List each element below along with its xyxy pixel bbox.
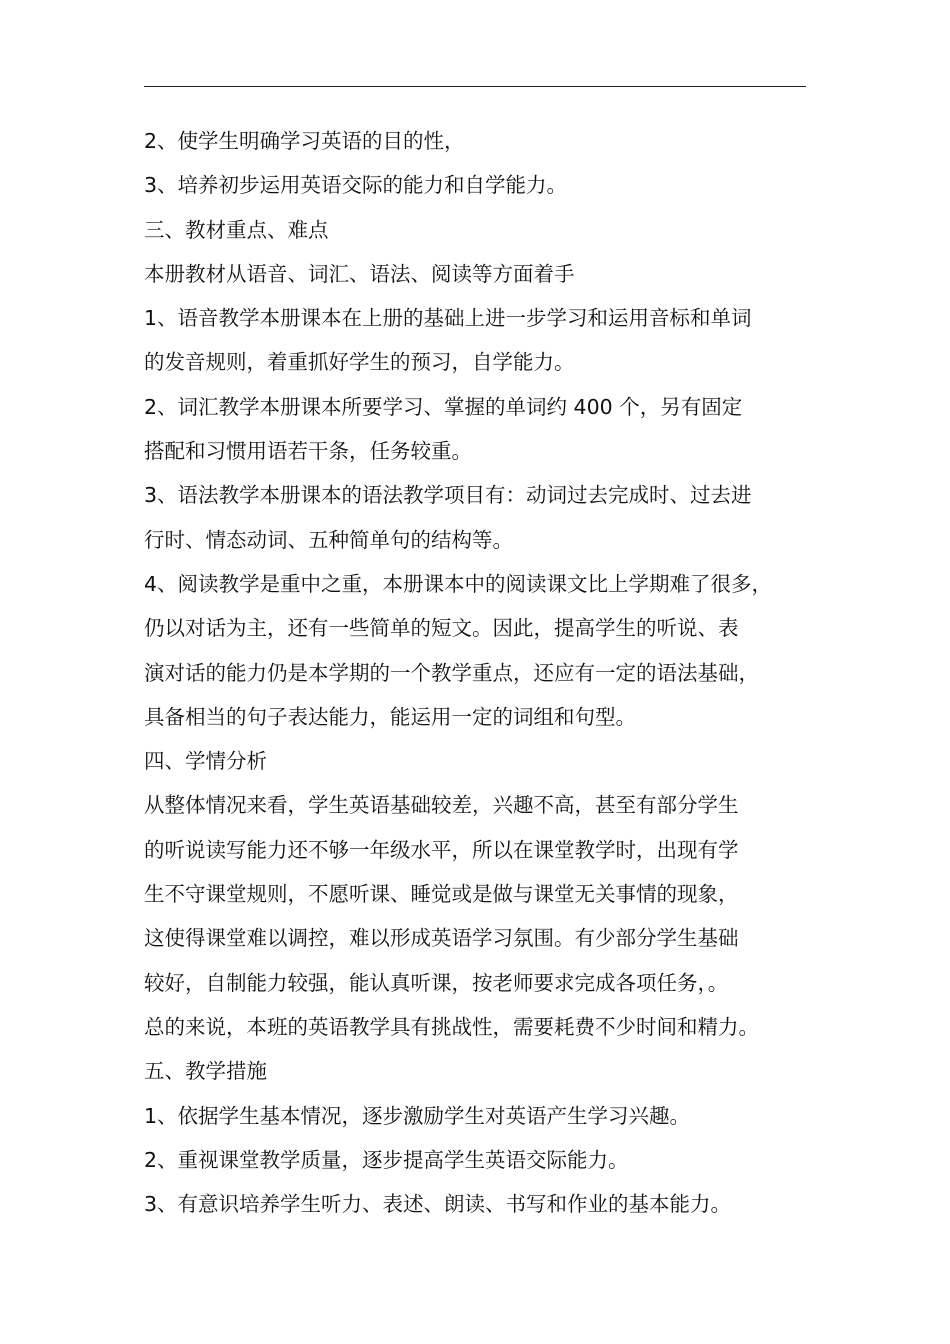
- section-heading: 五、教学措施: [144, 1059, 267, 1084]
- section-heading: 三、教材重点、难点: [144, 217, 329, 242]
- text-line: 的听说读写能力还不够一年级水平，所以在课堂教学时，出现有学: [144, 837, 739, 862]
- text-line: 演对话的能力仍是本学期的一个教学重点，还应有一定的语法基础，: [144, 660, 759, 685]
- text-line: 1、语音教学本册课本在上册的基础上进一步学习和运用音标和单词: [144, 306, 752, 331]
- text-line: 生不守课堂规则，不愿听课、睡觉或是做与课堂无关事情的现象，: [144, 882, 739, 907]
- text-line: 2、使学生明确学习英语的目的性，: [144, 129, 465, 153]
- text-line: 3、培养初步运用英语交际的能力和自学能力。: [144, 173, 568, 198]
- text-line: 2、重视课堂教学质量，逐步提高学生英语交际能力。: [144, 1147, 629, 1172]
- text-line: 2、词汇教学本册课本所要学习、掌握的单词约 400 个，另有固定: [144, 394, 743, 419]
- header-rule: [144, 86, 806, 87]
- text-line: 3、有意识培养学生听力、表述、朗读、书写和作业的基本能力。: [144, 1192, 732, 1217]
- text-line: 3、语法教学本册课本的语法教学项目有：动词过去完成时、过去进: [144, 483, 752, 508]
- text-line: 具备相当的句子表达能力，能运用一定的词组和句型。: [144, 704, 636, 729]
- text-line: 搭配和习惯用语若干条，任务较重。: [144, 439, 472, 464]
- text-line: 行时、情态动词、五种简单句的结构等。: [144, 527, 513, 552]
- text-line: 这使得课堂难以调控，难以形成英语学习氛围。有少部分学生基础: [144, 926, 739, 951]
- text-line: 从整体情况来看，学生英语基础较差，兴趣不高，甚至有部分学生: [144, 793, 739, 818]
- text-line: 本册教材从语音、词汇、语法、阅读等方面着手: [144, 261, 575, 286]
- document-body: [144, 119, 820, 1226]
- section-heading: 四、学情分析: [144, 749, 267, 774]
- text-line: 总的来说，本班的英语教学具有挑战性，需要耗费不少时间和精力。: [144, 1014, 759, 1039]
- text-line: 的发音规则，着重抓好学生的预习，自学能力。: [144, 350, 575, 375]
- text-line: 1、依据学生基本情况，逐步激励学生对英语产生学习兴趣。: [144, 1103, 691, 1128]
- text-line: 较好，自制能力较强，能认真听课，按老师要求完成各项任务，。: [144, 970, 729, 995]
- text-line: 4、阅读教学是重中之重，本册课本中的阅读课文比上学期难了很多，: [144, 571, 773, 596]
- text-line: 仍以对话为主，还有一些简单的短文。因此，提高学生的听说、表: [144, 616, 739, 641]
